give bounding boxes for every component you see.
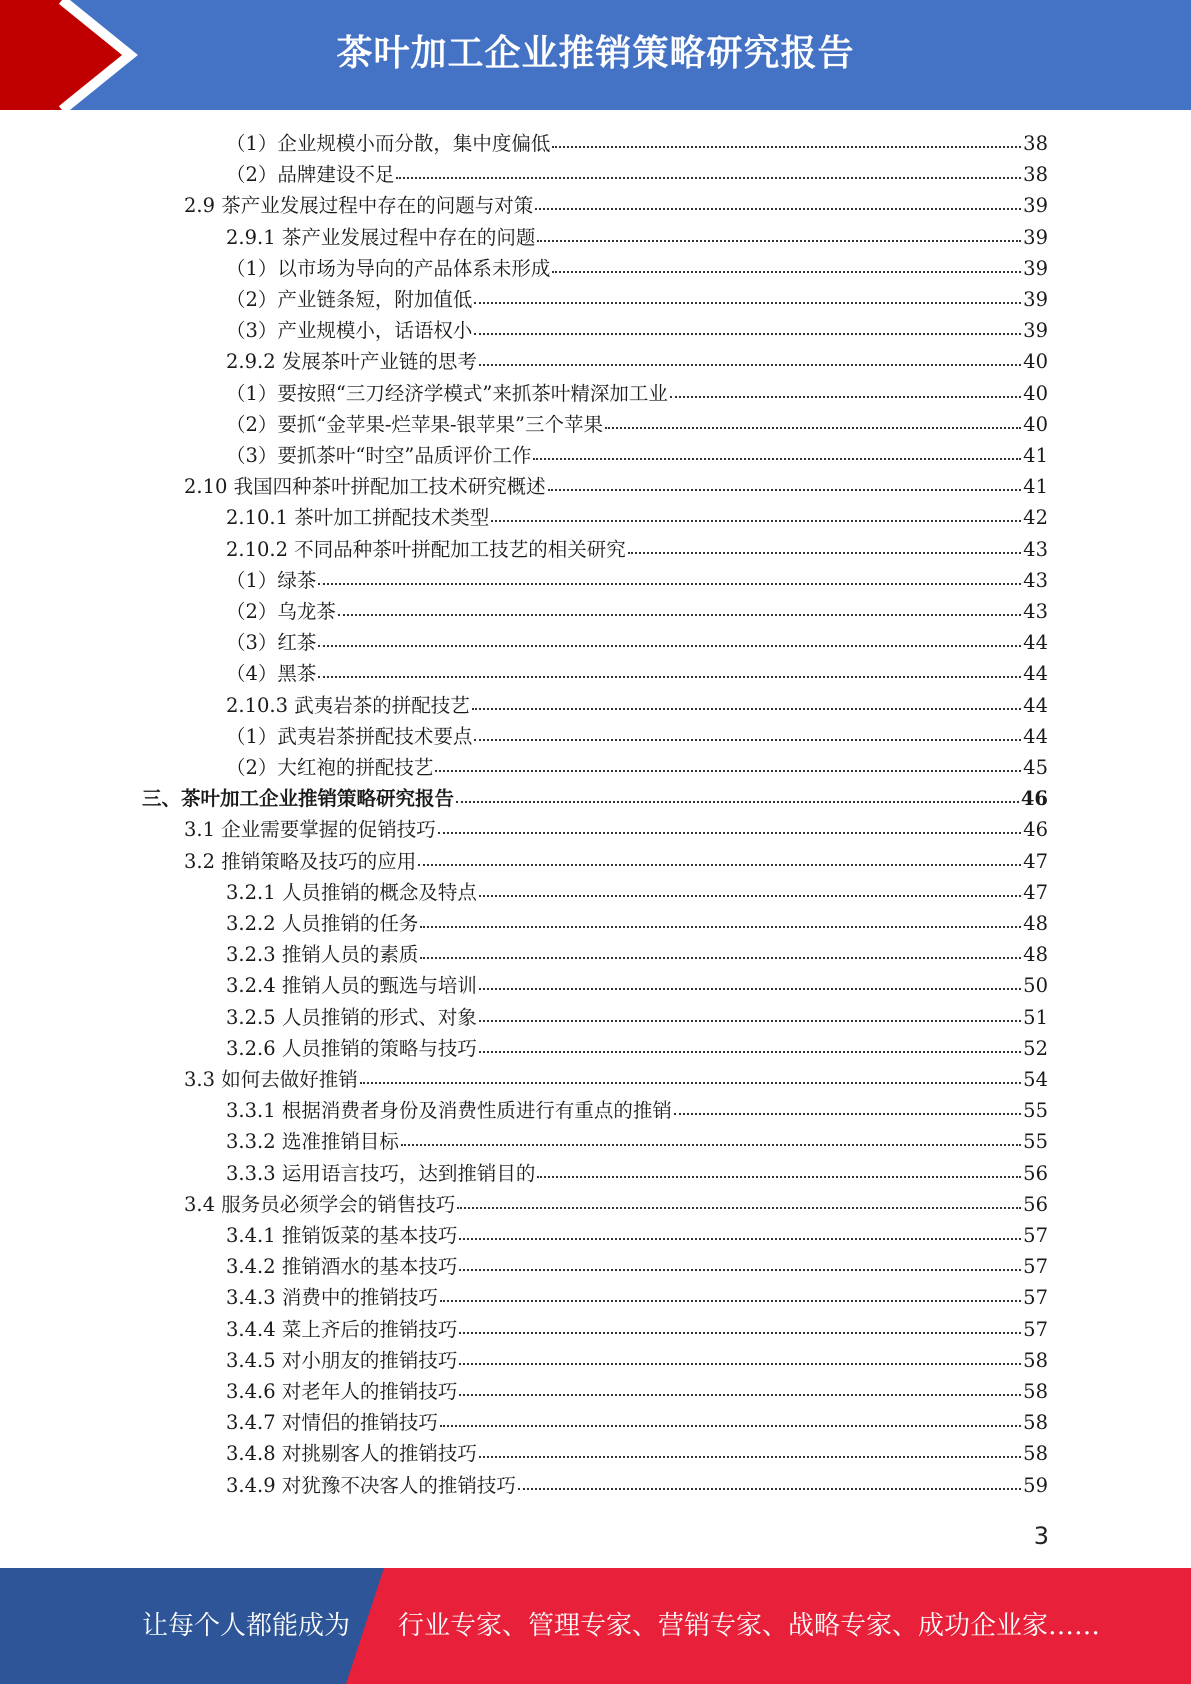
toc-leader-dots — [533, 443, 1021, 463]
toc-entry-page: 56 — [1023, 1161, 1048, 1185]
toc-entry-page: 55 — [1023, 1130, 1048, 1154]
toc-leader-dots — [338, 599, 1021, 619]
toc-entry-page: 41 — [1023, 444, 1048, 467]
toc-entry[interactable] — [226, 627, 1048, 658]
toc-entry-page: 51 — [1023, 1005, 1048, 1029]
toc-entry-title: （1）绿茶 — [226, 568, 317, 592]
toc-leader-dots — [552, 255, 1021, 275]
toc-entry[interactable] — [226, 346, 1048, 377]
toc-entry-page: 58 — [1023, 1348, 1048, 1372]
toc-leader-dots — [440, 1285, 1021, 1305]
toc-leader-dots — [435, 755, 1021, 775]
toc-entry-title: 三、茶叶加工企业推销策略研究报告 — [142, 787, 455, 811]
toc-entry-title: 3.4 服务员必须学会的销售技巧 — [184, 1192, 456, 1216]
toc-entry-page: 44 — [1023, 631, 1048, 655]
toc-leader-dots — [440, 1410, 1021, 1430]
toc-leader-dots — [401, 1129, 1021, 1149]
toc-entry[interactable] — [226, 440, 1048, 471]
toc-entry-page: 57 — [1023, 1286, 1048, 1310]
toc-leader-dots — [628, 536, 1021, 556]
toc-entry[interactable] — [226, 1251, 1048, 1282]
toc-leader-dots — [479, 1035, 1021, 1055]
page-header — [0, 0, 1191, 110]
toc-leader-dots — [474, 287, 1021, 307]
toc-leader-dots — [418, 848, 1021, 868]
toc-entry-page: 39 — [1023, 288, 1048, 311]
toc-entry-title: 3.2.5 人员推销的形式、对象 — [226, 1005, 477, 1029]
toc-entry[interactable] — [226, 565, 1048, 596]
toc-leader-dots — [459, 1316, 1021, 1336]
toc-entry-title: 2.10.1 茶叶加工拼配技术类型 — [226, 506, 490, 530]
toc-entry[interactable] — [226, 534, 1048, 565]
toc-leader-dots — [459, 1379, 1021, 1399]
toc-leader-dots — [479, 879, 1021, 899]
toc-entry-page: 52 — [1023, 1036, 1048, 1060]
toc-entry[interactable] — [226, 939, 1048, 970]
toc-entry-title: （2）品牌建设不足 — [226, 163, 395, 187]
toc-entry-title: 3.2 推销策略及技巧的应用 — [184, 849, 417, 873]
toc-entry-title: 3.4.6 对老年人的推销技巧 — [226, 1380, 458, 1403]
toc-leader-dots — [537, 1160, 1021, 1180]
toc-entry-title: 3.4.4 菜上齐后的推销技巧 — [226, 1317, 458, 1341]
toc-entry-title: 2.10.3 武夷岩茶的拼配技艺 — [226, 693, 470, 717]
toc-entry[interactable] — [226, 690, 1048, 721]
toc-entry-page: 55 — [1023, 1099, 1048, 1123]
toc-leader-dots — [670, 380, 1021, 400]
toc-leader-dots — [360, 1067, 1021, 1087]
toc-entry[interactable] — [226, 284, 1048, 315]
toc-entry[interactable] — [184, 1189, 1048, 1220]
toc-entry[interactable] — [184, 814, 1048, 845]
toc-entry-title: 3.3.1 根据消费者身份及消费性质进行有重点的推销 — [226, 1099, 672, 1123]
toc-entry-page: 39 — [1023, 225, 1048, 249]
toc-entry[interactable] — [226, 721, 1048, 752]
toc-entry-page: 43 — [1023, 568, 1048, 592]
toc-leader-dots — [456, 786, 1019, 806]
toc-entry[interactable] — [226, 1314, 1048, 1345]
toc-entry-page: 47 — [1023, 849, 1048, 873]
toc-entry[interactable] — [226, 658, 1048, 689]
toc-entry[interactable] — [226, 596, 1048, 627]
toc-entry-title: （1）以市场为导向的产品体系未形成 — [226, 256, 551, 280]
toc-entry[interactable] — [184, 846, 1048, 877]
toc-entry-page: 40 — [1023, 381, 1048, 405]
toc-entry[interactable] — [226, 502, 1048, 533]
toc-entry-page: 59 — [1023, 1473, 1048, 1497]
toc-entry[interactable] — [226, 1345, 1048, 1376]
toc-entry-page: 38 — [1023, 163, 1048, 187]
toc-entry-title: 3.2.3 推销人员的素质 — [226, 943, 419, 967]
toc-entry-title: 3.2.1 人员推销的概念及特点 — [226, 880, 477, 904]
toc-entry[interactable] — [226, 752, 1048, 783]
toc-entry-title: 3.4.8 对挑剔客人的推销技巧 — [226, 1442, 477, 1466]
toc-leader-dots — [420, 942, 1021, 962]
toc-leader-dots — [537, 224, 1021, 244]
toc-entry-title: 3.4.7 对情侣的推销技巧 — [226, 1411, 438, 1435]
toc-entry-title: 3.4.3 消费中的推销技巧 — [226, 1286, 438, 1310]
toc-entry[interactable] — [226, 1033, 1048, 1064]
toc-entry[interactable] — [226, 253, 1048, 284]
toc-entry-page: 48 — [1023, 943, 1048, 967]
toc-leader-dots — [318, 630, 1021, 650]
toc-entry-page: 46 — [1023, 818, 1048, 842]
toc-entry-page: 50 — [1023, 974, 1048, 998]
toc-entry-title: 3.4.1 推销饭菜的基本技巧 — [226, 1224, 458, 1247]
toc-leader-dots — [552, 131, 1021, 151]
toc-entry-page: 48 — [1023, 912, 1048, 935]
toc-entry-page: 41 — [1023, 475, 1048, 499]
toc-entry-title: 3.3.2 选准推销目标 — [226, 1130, 399, 1154]
toc-leader-dots — [472, 692, 1021, 712]
toc-entry-page: 43 — [1023, 537, 1048, 561]
toc-entry[interactable] — [226, 1158, 1048, 1189]
toc-entry-title: （3）产业规模小，话语权小 — [226, 319, 473, 343]
toc-leader-dots — [459, 1254, 1021, 1274]
toc-leader-dots — [479, 1004, 1021, 1024]
toc-entry-title: （1）武夷岩茶拼配技术要点 — [226, 724, 473, 748]
toc-leader-dots — [459, 1347, 1021, 1367]
toc-entry-title: （2）乌龙茶 — [226, 600, 336, 623]
toc-entry[interactable] — [226, 970, 1048, 1001]
toc-entry-title: 3.2.2 人员推销的任务 — [226, 912, 419, 935]
toc-entry-page: 38 — [1023, 132, 1048, 155]
toc-leader-dots — [605, 411, 1021, 431]
toc-entry[interactable] — [226, 1095, 1048, 1126]
toc-entry-page: 44 — [1023, 724, 1048, 748]
toc-entry-title: （3）要抓茶叶“时空”品质评价工作 — [226, 444, 532, 467]
toc-entry[interactable] — [226, 1002, 1048, 1033]
toc-entry-page: 57 — [1023, 1255, 1048, 1279]
toc-entry-page: 44 — [1023, 693, 1048, 717]
toc-leader-dots — [459, 1223, 1021, 1243]
toc-entry-page: 40 — [1023, 412, 1048, 436]
footer-slogan-left: 让每个人都能成为 — [142, 1611, 351, 1641]
toc-leader-dots — [479, 349, 1021, 369]
toc-entry-title: 3.4.9 对犹豫不决客人的推销技巧 — [226, 1473, 516, 1497]
toc-entry-page: 58 — [1023, 1380, 1048, 1403]
toc-entry-title: 2.9.1 茶产业发展过程中存在的问题 — [226, 225, 536, 249]
footer-slogan-right: 行业专家、管理专家、营销专家、战略专家、成功企业家…… — [398, 1611, 1101, 1641]
toc-entry-page: 43 — [1023, 600, 1048, 623]
page-footer — [0, 1568, 1191, 1684]
toc-leader-dots — [420, 911, 1021, 931]
toc-entry-title: 3.2.6 人员推销的策略与技巧 — [226, 1036, 477, 1060]
toc-entry-title: 3.4.5 对小朋友的推销技巧 — [226, 1348, 458, 1372]
toc-entry-page: 57 — [1023, 1224, 1048, 1247]
page-title: 茶叶加工企业推销策略研究报告 — [336, 33, 855, 74]
toc-entry-page: 54 — [1023, 1068, 1048, 1091]
toc-leader-dots — [438, 817, 1021, 837]
toc-leader-dots — [474, 723, 1021, 743]
toc-entry-page: 58 — [1023, 1411, 1048, 1435]
toc-entry[interactable] — [226, 128, 1048, 159]
toc-entry-title: （4）黑茶 — [226, 662, 317, 686]
toc-leader-dots — [518, 1472, 1021, 1492]
toc-entry-title: （1）要按照“三刀经济学模式”来抓茶叶精深加工业 — [226, 381, 668, 405]
toc-entry-page: 58 — [1023, 1442, 1048, 1466]
toc-entry-title: 3.3 如何去做好推销 — [184, 1068, 358, 1091]
toc-entry-page: 42 — [1023, 506, 1048, 530]
toc-entry[interactable] — [226, 222, 1048, 253]
toc-entry[interactable] — [226, 877, 1048, 908]
toc-entry-title: 3.3.3 运用语言技巧，达到推销目的 — [226, 1161, 536, 1185]
toc-entry[interactable] — [226, 1407, 1048, 1438]
toc-leader-dots — [674, 1098, 1021, 1118]
toc-entry-title: 3.2.4 推销人员的甄选与培训 — [226, 974, 477, 998]
toc-entry-title: 3.4.2 推销酒水的基本技巧 — [226, 1255, 458, 1279]
toc-entry[interactable] — [226, 159, 1048, 190]
toc-entry-page: 44 — [1023, 662, 1048, 686]
toc-entry[interactable] — [226, 1220, 1048, 1251]
toc-entry[interactable] — [226, 908, 1048, 939]
toc-entry-title: 2.10 我国四种茶叶拼配加工技术研究概述 — [184, 475, 546, 499]
toc-entry-title: （1）企业规模小而分散，集中度偏低 — [226, 132, 551, 155]
toc-entry[interactable] — [226, 1376, 1048, 1407]
toc-leader-dots — [535, 193, 1021, 213]
toc-entry[interactable] — [184, 1064, 1048, 1095]
toc-leader-dots — [474, 318, 1021, 338]
toc-leader-dots — [318, 567, 1021, 587]
toc-leader-dots — [396, 162, 1021, 182]
toc-leader-dots — [491, 505, 1021, 525]
toc-entry-title: 2.9 茶产业发展过程中存在的问题与对策 — [184, 194, 534, 218]
toc-entry[interactable] — [226, 1438, 1048, 1469]
toc-entry-page: 45 — [1023, 756, 1048, 779]
toc-entry[interactable] — [226, 409, 1048, 440]
toc-entry-title: （2）产业链条短，附加值低 — [226, 288, 473, 311]
page-number: 3 — [1033, 1522, 1049, 1550]
toc-entry[interactable] — [184, 471, 1048, 502]
toc-entry-page: 40 — [1023, 350, 1048, 374]
toc-entry-title: （2）要抓“金苹果-烂苹果-银苹果”三个苹果 — [226, 412, 604, 436]
toc-entry[interactable] — [142, 783, 1048, 814]
toc-leader-dots — [457, 1191, 1021, 1211]
toc-entry[interactable] — [226, 1470, 1048, 1501]
toc-entry-page: 39 — [1023, 319, 1048, 343]
toc-entry-page: 39 — [1023, 194, 1048, 218]
toc-entry[interactable] — [226, 1282, 1048, 1313]
toc-entry-title: 3.1 企业需要掌握的促销技巧 — [184, 818, 436, 842]
toc-entry-title: 2.9.2 发展茶叶产业链的思考 — [226, 350, 477, 374]
toc-entry[interactable] — [226, 1126, 1048, 1157]
toc-leader-dots — [479, 1441, 1021, 1461]
toc-leader-dots — [479, 973, 1021, 993]
toc-entry[interactable] — [184, 190, 1048, 221]
toc-leader-dots — [548, 474, 1022, 494]
toc-entry-page: 57 — [1023, 1317, 1048, 1341]
toc-entry[interactable] — [226, 315, 1048, 346]
toc-entry-title: 2.10.2 不同品种茶叶拼配加工技艺的相关研究 — [226, 537, 626, 561]
toc-entry-page: 46 — [1020, 787, 1048, 811]
toc-entry-title: （2）大红袍的拼配技艺 — [226, 756, 434, 779]
toc-entry-page: 56 — [1023, 1192, 1048, 1216]
toc-entry-title: （3）红茶 — [226, 631, 317, 655]
toc-entry[interactable] — [226, 378, 1048, 409]
toc-entry-page: 47 — [1023, 880, 1048, 904]
toc-leader-dots — [318, 661, 1021, 681]
toc-entry-page: 39 — [1023, 256, 1048, 280]
